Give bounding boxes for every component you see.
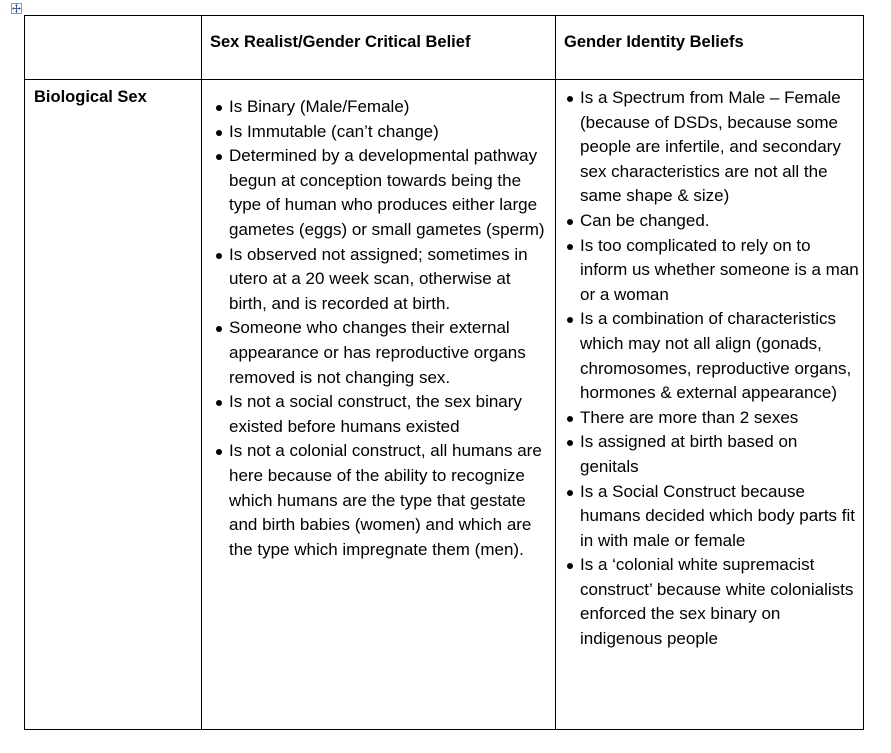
bullet-icon xyxy=(216,326,222,332)
header-cell-sex-realist[interactable] xyxy=(202,16,556,80)
list-item-text: Is a Social Construct because humans decided which body parts fit in with male or female xyxy=(580,481,855,550)
bullet-icon xyxy=(216,253,222,259)
list-item-text: Someone who changes their external appearance or has reproductive organs removed is not changing sex. xyxy=(229,318,526,387)
bullet-icon xyxy=(216,105,222,111)
list-item-text: Is observed not assigned; sometimes in utero at a 20 week scan, otherwise at birth, and is recorded at birth. xyxy=(229,244,528,313)
header-blank xyxy=(25,16,201,31)
header-gender-identity: Gender Identity Beliefs xyxy=(564,33,744,51)
list-item xyxy=(556,406,863,431)
comparison-table xyxy=(24,15,864,730)
table-move-handle-icon[interactable] xyxy=(11,3,22,14)
header-sex-realist: Sex Realist/Gender Critical Belief xyxy=(210,33,471,51)
list-item xyxy=(202,144,555,242)
bullet-icon xyxy=(567,219,573,225)
list-item-text: There are more than 2 sexes xyxy=(580,407,799,427)
list-item xyxy=(202,243,555,317)
list-item-text: Can be changed. xyxy=(580,210,710,230)
bullet-icon xyxy=(567,563,573,569)
list-item xyxy=(202,95,555,120)
list-item xyxy=(556,209,863,234)
header-cell-empty[interactable] xyxy=(25,16,202,80)
list-item-text: Is not a colonial construct, all humans are here because of the ability to recognize which humans are the type that gestate and birth babies (women) and which are the type which impregnate them (men). xyxy=(229,441,542,559)
biological-sex-row xyxy=(25,80,864,730)
header-cell-gender-identity[interactable] xyxy=(556,16,864,80)
bullet-icon xyxy=(567,317,573,323)
list-item-text: Is a combination of characteristics which may not all align (gonads, chromosomes, reproductive organs, hormones & external appearance) xyxy=(580,309,852,403)
list-item xyxy=(556,480,863,554)
row-label-cell[interactable] xyxy=(25,80,202,730)
bullet-icon xyxy=(567,490,573,496)
list-item xyxy=(556,553,863,651)
list-item xyxy=(556,86,863,209)
gender-identity-cell[interactable] xyxy=(556,80,864,730)
bullet-icon xyxy=(216,400,222,406)
list-item-text: Is Immutable (can’t change) xyxy=(229,121,439,141)
list-item xyxy=(202,390,555,439)
list-item xyxy=(202,316,555,390)
row-label: Biological Sex xyxy=(34,88,147,106)
gender-identity-list xyxy=(556,80,863,652)
list-item-text: Determined by a developmental pathway begun at conception towards being the type of human who produces either large gametes (eggs) or small gametes (sperm) xyxy=(229,146,545,239)
list-item xyxy=(202,439,555,562)
list-item xyxy=(556,234,863,308)
list-item-text: Is too complicated to rely on to inform us whether someone is a man or a woman xyxy=(580,235,859,304)
sex-realist-cell[interactable] xyxy=(202,80,556,730)
bullet-icon xyxy=(216,449,222,455)
list-item xyxy=(556,430,863,479)
bullet-icon xyxy=(567,244,573,250)
list-item-text: Is Binary (Male/Female) xyxy=(229,97,410,116)
bullet-icon xyxy=(216,130,222,136)
bullet-icon xyxy=(216,154,222,160)
list-item xyxy=(202,120,555,145)
list-item-text: Is a ‘colonial white supremacist construct’ because white colonialists enforced the sex binary on indigenous people xyxy=(580,555,854,649)
bullet-icon xyxy=(567,440,573,446)
list-item-text: Is assigned at birth based on genitals xyxy=(580,432,798,476)
list-item-text: Is a Spectrum from Male – Female (because of DSDs, because some people are infertile, and secondary sex characteristics are not all the same shape & size) xyxy=(580,88,841,206)
list-item-text: Is not a social construct, the sex binary existed before humans existed xyxy=(229,392,522,436)
bullet-icon xyxy=(567,416,573,422)
header-row xyxy=(25,16,864,80)
sex-realist-list xyxy=(202,80,555,562)
bullet-icon xyxy=(567,96,573,102)
list-item xyxy=(556,307,863,405)
four-arrows-icon xyxy=(12,4,21,13)
